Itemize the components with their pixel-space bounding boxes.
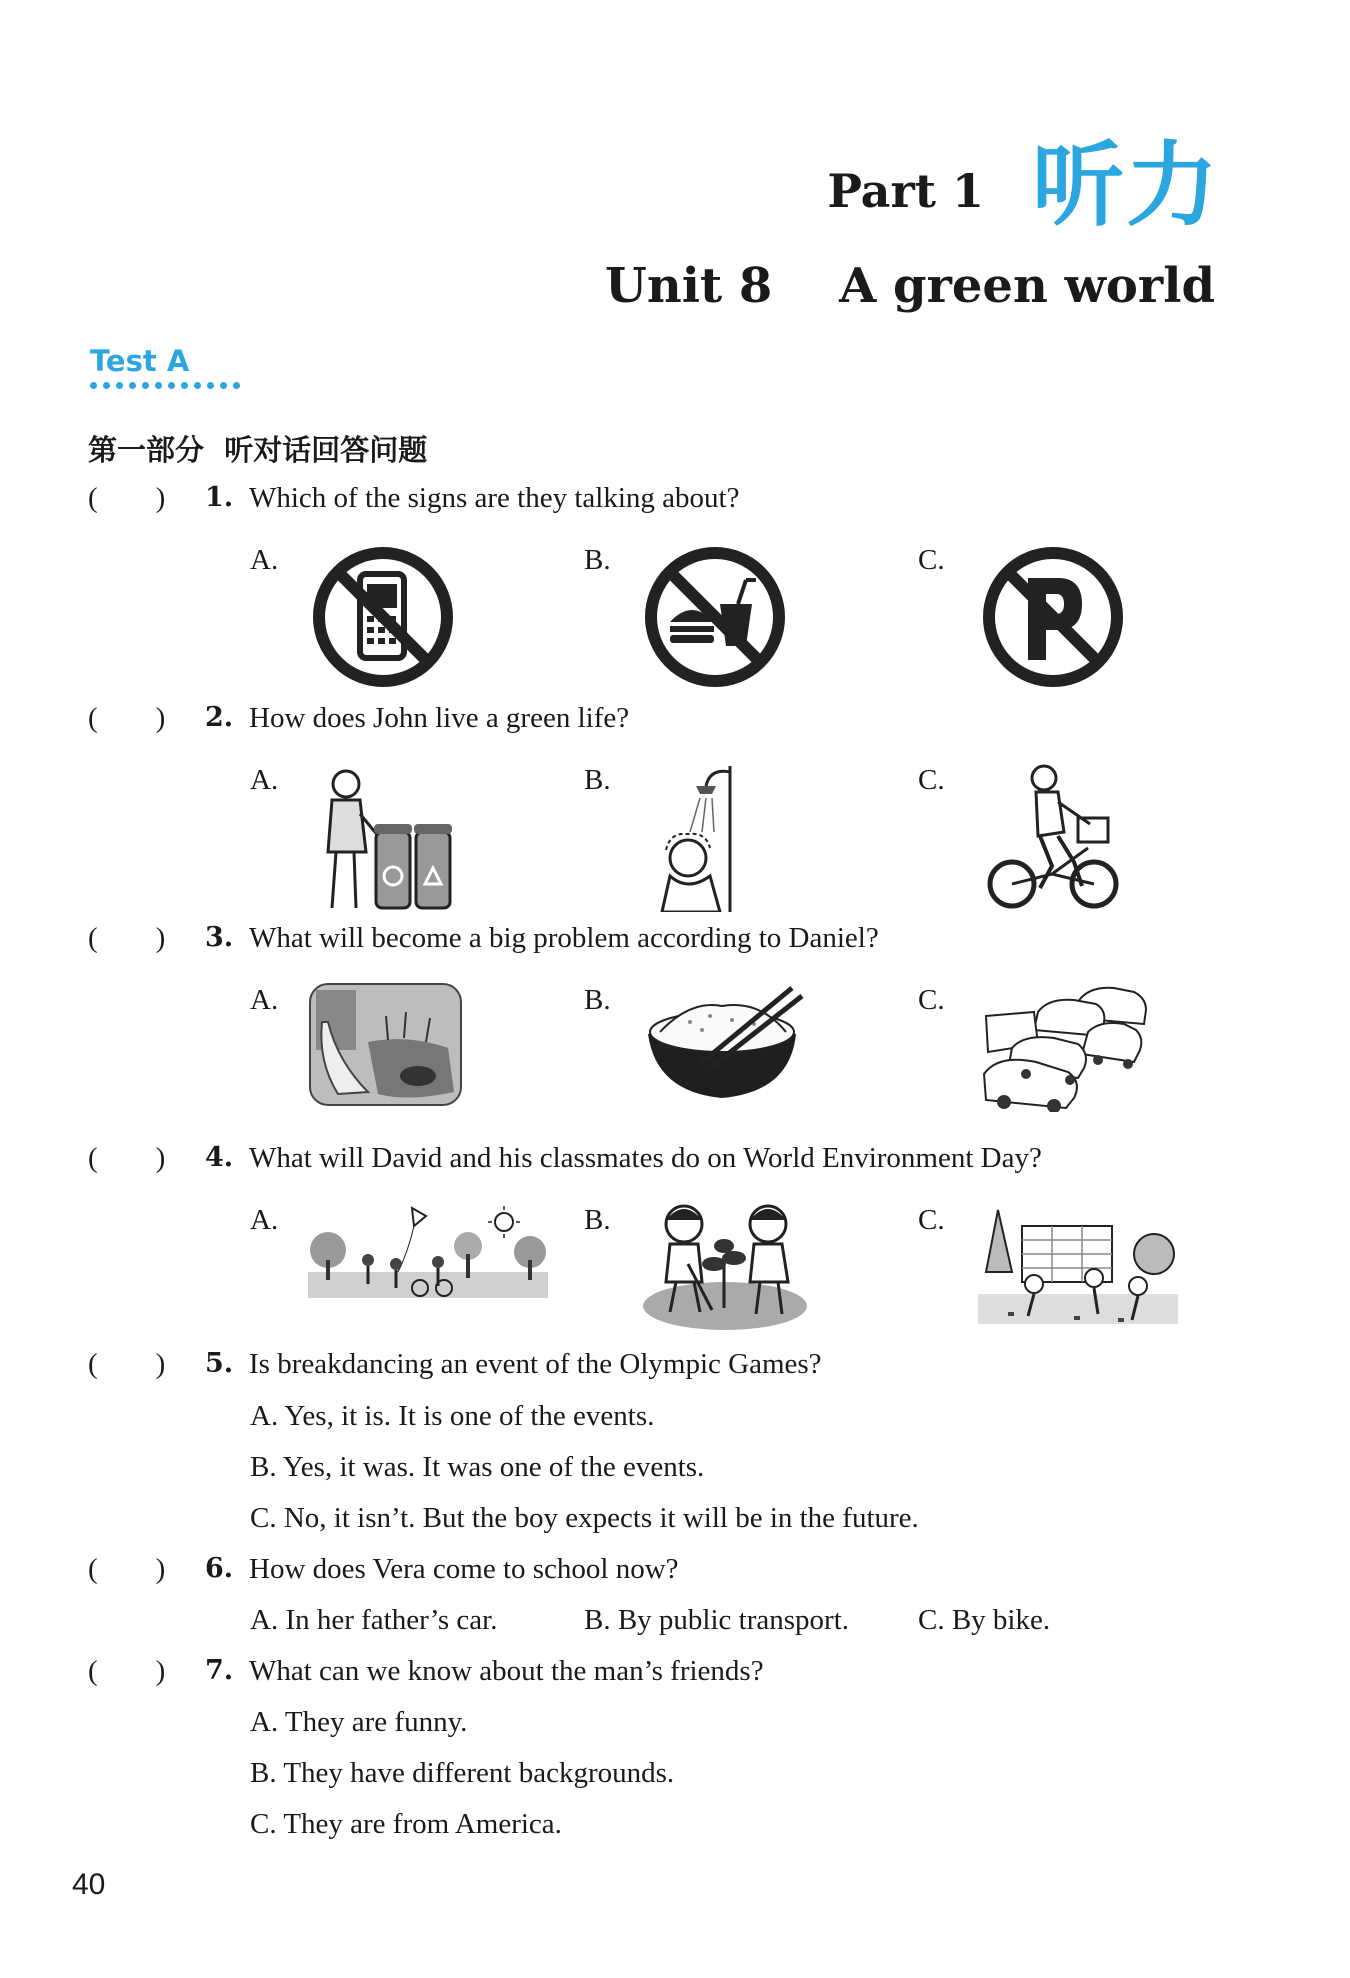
- question-6: [0, 1553, 1350, 1593]
- answer-blank[interactable]: ( ): [88, 702, 166, 734]
- shower-illustration: [640, 762, 790, 912]
- part-title: 听力: [1031, 132, 1220, 239]
- question-text: What can we know about the man’s friends?: [249, 1655, 764, 1687]
- question-number: 1.: [205, 482, 234, 513]
- option-a: A. In her father’s car.: [250, 1604, 498, 1636]
- option-c: C. By bike.: [918, 1604, 1051, 1636]
- question-2: [0, 702, 1350, 742]
- answer-blank[interactable]: ( ): [88, 1553, 166, 1585]
- question-7: [0, 1655, 1350, 1695]
- question-text: Is breakdancing an event of the Olympic Games?: [249, 1348, 822, 1380]
- option-b: B. They have different backgrounds.: [250, 1757, 675, 1789]
- option-c: C. They are from America.: [250, 1808, 562, 1840]
- question-number: 7.: [205, 1655, 234, 1686]
- page-number: 40: [72, 1868, 106, 1901]
- option-b: B. Yes, it was. It was one of the events.: [250, 1451, 705, 1483]
- option-label-b: B.: [584, 764, 611, 796]
- question-text: What will David and his classmates do on World Environment Day?: [249, 1142, 1042, 1174]
- option-label-a: A.: [250, 544, 279, 576]
- no-parking-sign-icon: [978, 542, 1128, 692]
- option-label-b: B.: [584, 1204, 611, 1236]
- question-5: [0, 1348, 1350, 1388]
- answer-blank[interactable]: ( ): [88, 1348, 166, 1380]
- park-outing-illustration: [308, 1202, 548, 1302]
- option-c: C. No, it isn’t. But the boy expects it will be in the future.: [250, 1502, 919, 1534]
- option-label-a: A.: [250, 764, 279, 796]
- cycling-boy-illustration: [978, 762, 1128, 912]
- question-number: 2.: [205, 702, 234, 733]
- option-label-b: B.: [584, 984, 611, 1016]
- option-label-c: C.: [918, 544, 945, 576]
- tree-planting-illustration: [640, 1202, 810, 1332]
- litter-picking-illustration: [978, 1202, 1178, 1327]
- question-number: 6.: [205, 1553, 234, 1584]
- question-text: What will become a big problem according to Daniel?: [249, 922, 879, 954]
- question-number: 5.: [205, 1348, 234, 1379]
- unit-title: Unit 8 A green world: [604, 258, 1215, 314]
- question-text: Which of the signs are they talking about?: [249, 482, 740, 514]
- option-label-b: B.: [584, 544, 611, 576]
- no-phone-sign-icon: [308, 542, 458, 692]
- option-a: A. They are funny.: [250, 1706, 468, 1738]
- answer-blank[interactable]: ( ): [88, 482, 166, 514]
- option-label-a: A.: [250, 984, 279, 1016]
- question-4: [0, 1142, 1350, 1182]
- option-label-c: C.: [918, 984, 945, 1016]
- question-number: 3.: [205, 922, 234, 953]
- test-label-dots: [90, 382, 240, 389]
- test-label: Test A: [90, 344, 190, 378]
- option-label-a: A.: [250, 1204, 279, 1236]
- question-text: How does John live a green life?: [249, 702, 630, 734]
- recycling-bins-illustration: [308, 762, 458, 912]
- option-a: A. Yes, it is. It is one of the events.: [250, 1400, 655, 1432]
- question-text: How does Vera come to school now?: [249, 1553, 679, 1585]
- polluted-water-illustration: [308, 982, 463, 1107]
- option-label-c: C.: [918, 1204, 945, 1236]
- question-1: [0, 482, 1350, 522]
- section-title: 第一部分 听对话回答问题: [88, 433, 428, 467]
- part-header: [827, 132, 1220, 239]
- answer-blank[interactable]: ( ): [88, 1142, 166, 1174]
- traffic-jam-illustration: [978, 982, 1150, 1112]
- question-3: [0, 922, 1350, 962]
- answer-blank[interactable]: ( ): [88, 922, 166, 954]
- no-food-drink-sign-icon: [640, 542, 790, 692]
- question-number: 4.: [205, 1142, 234, 1173]
- option-b: B. By public transport.: [584, 1604, 850, 1636]
- answer-blank[interactable]: ( ): [88, 1655, 166, 1687]
- option-label-c: C.: [918, 764, 945, 796]
- part-label: Part 1: [827, 164, 984, 218]
- rice-bowl-illustration: [640, 982, 810, 1107]
